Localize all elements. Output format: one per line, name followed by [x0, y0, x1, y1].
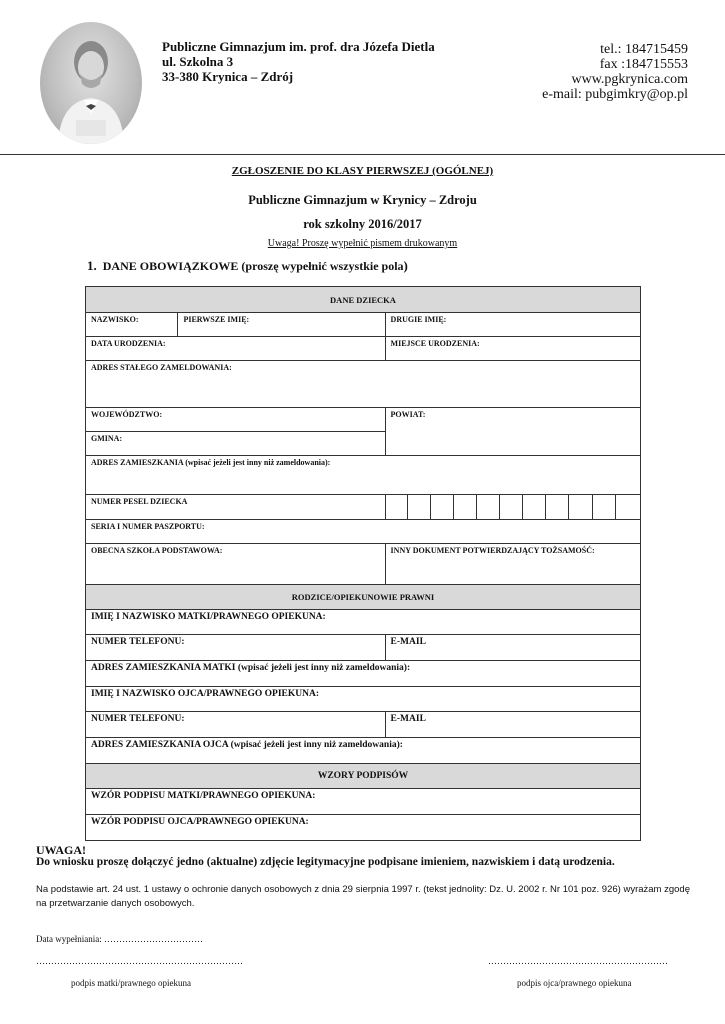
- data-consent-text: Na podstawie art. 24 ust. 1 ustawy o ochronie danych osobowych z dnia 29 sierpnia 1997 r. (tekst jednolity: Dz. U. 2002 r. Nr 101 poz. 926) wyrażam zgodę na przetwarzanie danych osobowych.: [36, 884, 690, 909]
- school-address-block: [162, 39, 435, 84]
- county-field[interactable]: POWIAT:: [385, 408, 640, 456]
- section-paren: ): [403, 258, 408, 273]
- warning-heading: UWAGA!: [36, 843, 86, 857]
- mother-signature-line[interactable]: ……………………………………………………………: [36, 956, 243, 966]
- section-heading: [87, 258, 408, 274]
- father-signature-caption: podpis ojca/prawnego opiekuna: [517, 978, 632, 988]
- pesel-digit-box[interactable]: [500, 495, 523, 520]
- school-year: rok szkolny 2016/2017: [303, 217, 422, 231]
- pesel-digit-box[interactable]: [407, 495, 430, 520]
- birth-place-field[interactable]: MIEJSCE URODZENIA:: [385, 337, 640, 361]
- father-name-field[interactable]: IMIĘ I NAZWISKO OJCA/PRAWNEGO OPIEKUNA:: [86, 687, 641, 712]
- pesel-digit-box[interactable]: [430, 495, 453, 520]
- fill-date-line[interactable]: Data wypełniania: ……………………………: [36, 934, 203, 944]
- school-city: 33-380 Krynica – Zdrój: [162, 69, 294, 84]
- pesel-digit-box[interactable]: [476, 495, 499, 520]
- email-address[interactable]: e-mail: pubgimkry@op.pl: [542, 87, 688, 102]
- permanent-address-field[interactable]: ADRES STAŁEGO ZAMELDOWANIA:: [86, 361, 641, 408]
- pesel-digit-box[interactable]: [453, 495, 476, 520]
- contact-block: [542, 42, 688, 102]
- mother-address-field[interactable]: ADRES ZAMIESZKANIA MATKI (wpisać jeżeli jest inny niż zameldowania):: [86, 661, 641, 687]
- school-title: Publiczne Gimnazjum w Krynicy – Zdroju: [248, 193, 477, 207]
- signatures-header: WZORY PODPISÓW: [86, 764, 641, 789]
- photo-note: Do wniosku proszę dołączyć jedno (aktualne) zdjęcie legitymacyjne podpisane imieniem, nazwiskiem i datą urodzenia.: [36, 856, 615, 868]
- father-phone-field[interactable]: NUMER TELEFONU:: [86, 712, 386, 738]
- mother-signature-caption: podpis matki/prawnego opiekuna: [71, 978, 191, 988]
- pesel-digit-box[interactable]: [592, 495, 615, 520]
- header-divider: [0, 154, 725, 155]
- child-data-header: DANE DZIECKA: [86, 287, 641, 313]
- pesel-digit-box[interactable]: [546, 495, 569, 520]
- mother-email-field[interactable]: E-MAIL: [385, 635, 640, 661]
- form-title: ZGŁOSZENIE DO KLASY PIERWSZEJ (OGÓLNEJ): [231, 165, 494, 177]
- phone-number: tel.: 184715459: [600, 42, 688, 57]
- mother-signature-field[interactable]: WZÓR PODPISU MATKI/PRAWNEGO OPIEKUNA:: [86, 789, 641, 815]
- surname-field[interactable]: NAZWISKO:: [86, 313, 178, 337]
- primary-school-field[interactable]: OBECNA SZKOŁA PODSTAWOWA:: [86, 544, 386, 585]
- father-address-field[interactable]: ADRES ZAMIESZKANIA OJCA (wpisać jeżeli jest inny niż zameldowania):: [86, 738, 641, 764]
- school-name: Publiczne Gimnazjum im. prof. dra Józefa Dietla: [162, 39, 435, 54]
- pesel-digit-box[interactable]: [523, 495, 546, 520]
- parents-header: RODZICE/OPIEKUNOWIE PRAWNI: [86, 585, 641, 610]
- commune-field[interactable]: GMINA:: [86, 432, 386, 456]
- residence-address-field[interactable]: ADRES ZAMIESZKANIA (wpisać jeżeli jest inny niż zameldowania):: [86, 456, 641, 495]
- passport-field[interactable]: SERIA I NUMER PASZPORTU:: [86, 520, 641, 544]
- website-link[interactable]: www.pgkrynica.com: [571, 72, 688, 87]
- school-patron-portrait: [40, 22, 142, 144]
- second-name-field[interactable]: DRUGIE IMIĘ:: [385, 313, 640, 337]
- section-label: DANE OBOWIĄZKOWE (proszę wypełnić wszystkie pola: [102, 259, 404, 273]
- pesel-label: NUMER PESEL DZIECKA: [86, 495, 386, 520]
- father-signature-line[interactable]: ……………………………………………………: [488, 956, 668, 966]
- first-name-field[interactable]: PIERWSZE IMIĘ:: [178, 313, 385, 337]
- mother-name-field[interactable]: IMIĘ I NAZWISKO MATKI/PRAWNEGO OPIEKUNA:: [86, 610, 641, 635]
- school-street: ul. Szkolna 3: [162, 54, 234, 69]
- enrollment-form-table: [85, 286, 641, 841]
- pesel-digit-box[interactable]: [615, 495, 640, 520]
- birth-date-field[interactable]: DATA URODZENIA:: [86, 337, 386, 361]
- fax-number: fax :184715553: [599, 57, 688, 72]
- fill-notice: Uwaga! Proszę wypełnić pismem drukowanym: [267, 238, 458, 249]
- mother-phone-field[interactable]: NUMER TELEFONU:: [86, 635, 386, 661]
- pesel-digit-box[interactable]: [569, 495, 592, 520]
- voivodeship-field[interactable]: WOJEWÓDZTWO:: [86, 408, 386, 432]
- father-signature-field[interactable]: WZÓR PODPISU OJCA/PRAWNEGO OPIEKUNA:: [86, 815, 641, 841]
- pesel-digit-box[interactable]: [385, 495, 407, 520]
- father-email-field[interactable]: E-MAIL: [385, 712, 640, 738]
- other-document-field[interactable]: INNY DOKUMENT POTWIERDZAJĄCY TOŻSAMOŚĆ:: [385, 544, 640, 585]
- section-number: 1.: [87, 258, 97, 273]
